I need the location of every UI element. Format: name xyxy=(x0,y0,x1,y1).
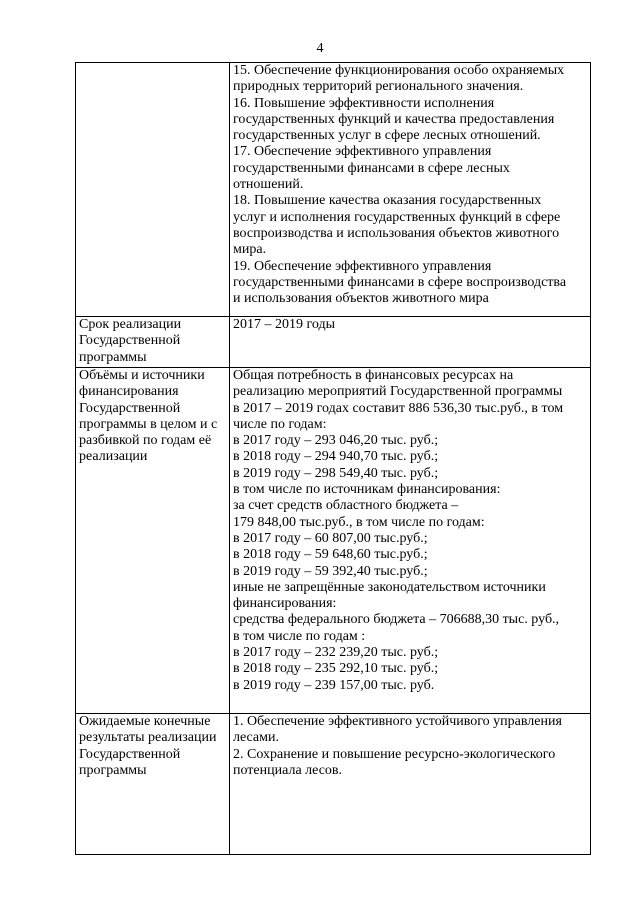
label-cell-goals xyxy=(76,63,230,317)
text-line: 18. Повышение качества оказания государственных xyxy=(233,193,542,209)
label-line: программы xyxy=(79,762,147,778)
text-line: в 2017 году – 60 807,00 тыс.руб.; xyxy=(233,530,428,546)
table-row-goals xyxy=(76,63,591,317)
label-line: Объёмы и источники xyxy=(79,368,205,383)
label-line: разбивкой по годам её xyxy=(79,433,212,449)
text-line: лесами. xyxy=(233,730,279,746)
text-line: в 2017 – 2019 годах составит 886 536,30 тыс.руб., в том xyxy=(233,400,564,416)
content-cell-results xyxy=(230,714,591,855)
text-line: реализацию мероприятий Государственной программы xyxy=(233,384,563,400)
label-line: Государственной xyxy=(79,333,181,349)
text-line: иные не запрещённые законодательством источники xyxy=(233,579,546,595)
text-line: числе по годам: xyxy=(233,416,327,432)
text-line: государственными финансами в сфере воспроизводства xyxy=(233,274,567,290)
table-row-finance xyxy=(76,368,591,714)
text-line: 16. Повышение эффективности исполнения xyxy=(233,95,495,111)
paragraph xyxy=(233,747,588,780)
content-cell-goals xyxy=(230,63,591,317)
text-line: государственных функций и качества предоставления xyxy=(233,111,555,127)
label-line: реализации xyxy=(79,449,148,465)
text-line: 1. Обеспечение эффективного устойчивого управления xyxy=(233,714,562,729)
paragraph xyxy=(233,96,588,145)
text-line: в 2019 году – 239 157,00 тыс. руб. xyxy=(233,677,435,693)
text-line: финансирования: xyxy=(233,596,337,612)
text-line: 19. Обеспечение эффективного управления xyxy=(233,258,492,274)
text-line: и использования объектов животного мира xyxy=(233,291,489,307)
text-line: 15. Обеспечение функционирования особо охраняемых xyxy=(233,63,565,78)
text-line: 179 848,00 тыс.руб., в том числе по годам: xyxy=(233,514,485,530)
text-line: в 2017 году – 293 046,20 тыс. руб.; xyxy=(233,433,439,449)
table-row-results xyxy=(76,714,591,855)
paragraph xyxy=(233,714,588,747)
passport-table xyxy=(75,62,591,855)
label-line: Ожидаемые конечные xyxy=(79,714,211,729)
label-line: Государственной xyxy=(79,746,181,762)
label-line: программы в целом и с xyxy=(79,416,218,432)
content-cell-term xyxy=(230,317,591,368)
text-line: за счет средств областного бюджета – xyxy=(233,498,459,514)
paragraph xyxy=(233,63,588,96)
text-line: отношений. xyxy=(233,177,304,193)
text-line: в 2018 году – 235 292,10 тыс. руб.; xyxy=(233,661,439,677)
label-line: результаты реализации xyxy=(79,730,217,746)
paragraph xyxy=(233,317,588,333)
text-line: средства федерального бюджета – 706688,30 тыс. руб., xyxy=(233,612,560,628)
table-row-term xyxy=(76,317,591,368)
paragraph xyxy=(233,144,588,193)
text-line: государственными финансами в сфере лесных xyxy=(233,160,510,176)
text-line: в 2019 году – 298 549,40 тыс. руб.; xyxy=(233,465,439,481)
text-line: Общая потребность в финансовых ресурсах на xyxy=(233,368,514,383)
paragraph xyxy=(233,368,588,694)
label-line: программы xyxy=(79,349,147,365)
label-line: Государственной xyxy=(79,400,181,416)
text-line: в 2018 году – 294 940,70 тыс. руб.; xyxy=(233,449,439,465)
label-line: Срок реализации xyxy=(79,317,182,332)
text-line: 2. Сохранение и повышение ресурсно-экологического xyxy=(233,746,556,762)
label-cell-term xyxy=(76,317,230,368)
paragraph xyxy=(233,259,588,308)
text-line: государственных услуг в сфере лесных отношений. xyxy=(233,128,541,144)
label-line: финансирования xyxy=(79,384,179,400)
page-number: 4 xyxy=(316,41,324,56)
text-line: воспроизводства и использования объектов животного xyxy=(233,225,560,241)
text-line: в том числе по источникам финансирования: xyxy=(233,482,501,498)
text-line: природных территорий регионального значения. xyxy=(233,79,524,95)
text-line: 17. Обеспечение эффективного управления xyxy=(233,144,492,160)
text-line: потенциала лесов. xyxy=(233,762,343,778)
paragraph xyxy=(233,193,588,258)
content-cell-finance xyxy=(230,368,591,714)
text-line: 2017 – 2019 годы xyxy=(233,317,336,332)
text-line: в 2017 году – 232 239,20 тыс. руб.; xyxy=(233,645,439,661)
text-line: мира. xyxy=(233,242,267,258)
label-cell-finance xyxy=(76,368,230,714)
text-line: в 2018 году – 59 648,60 тыс.руб.; xyxy=(233,547,428,563)
text-line: услуг и исполнения государственных функций в сфере xyxy=(233,209,561,225)
text-line: в 2019 году – 59 392,40 тыс.руб.; xyxy=(233,563,428,579)
label-cell-results xyxy=(76,714,230,855)
text-line: в том числе по годам : xyxy=(233,628,366,644)
